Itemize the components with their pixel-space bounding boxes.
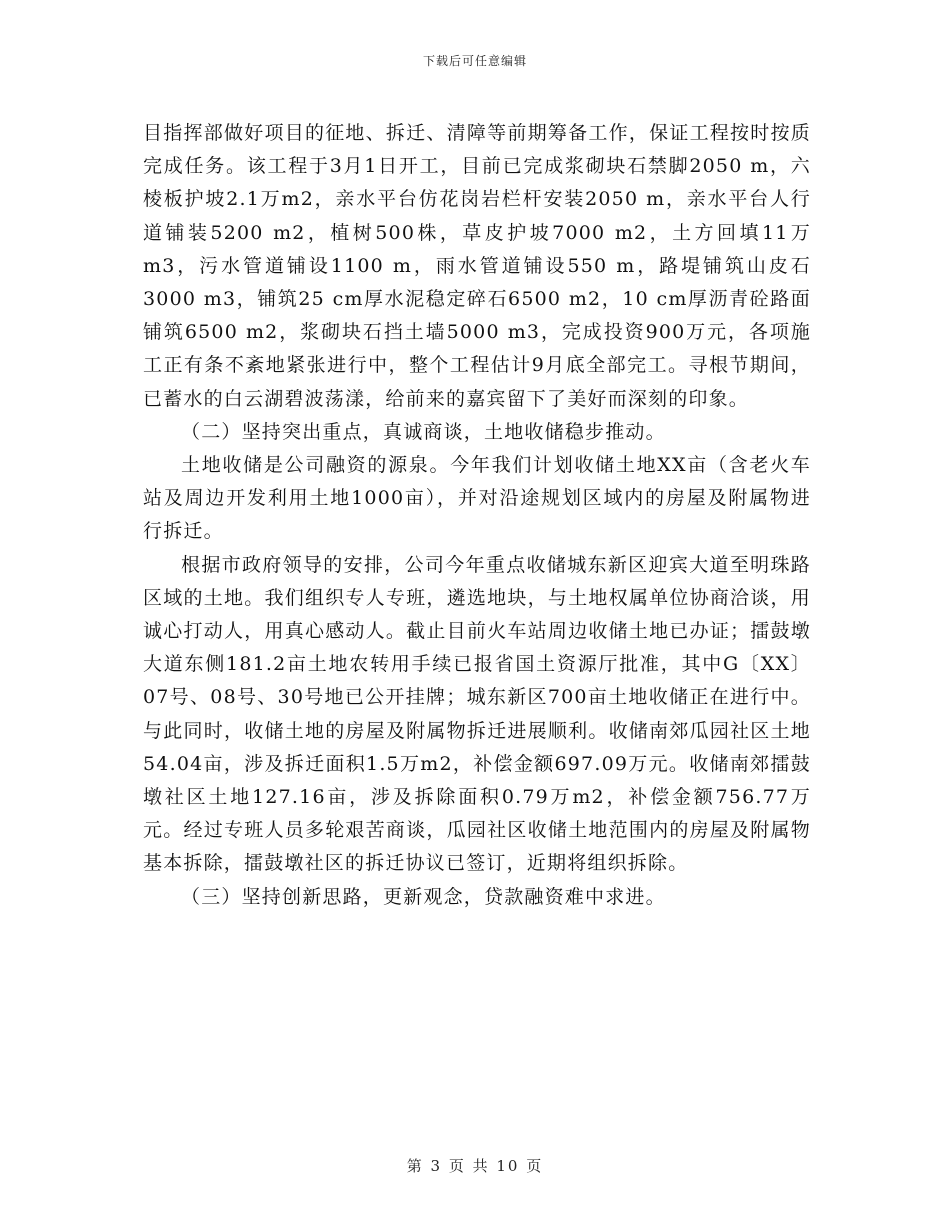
document-body xyxy=(143,117,811,914)
paragraph-land-reserve-plan: 土地收储是公司融资的源泉。今年我们计划收储土地XX亩（含老火车站及周边开发利用土地1000亩），并对沿途规划区域内的房屋及附属物进行拆迁。 xyxy=(143,454,811,543)
section-heading-land-reserve: （二）坚持突出重点，真诚商谈，土地收储稳步推动。 xyxy=(181,420,666,443)
page-header: 下载后可任意编辑 xyxy=(422,54,527,68)
page-footer: 第 3 页 共 10 页 xyxy=(406,1157,544,1175)
paragraph-land-reserve-details: 根据市政府领导的安排，公司今年重点收储城东新区迎宾大道至明珠路区域的土地。我们组织专人专班，遴选地块，与土地权属单位协商洽谈，用诚心打动人，用真心感动人。截止目前火车站周边收储土地已办证；擂鼓墩大道东侧181.2亩土地农转用手续已报省国土资源厅批准，其中G〔XX〕07号、08号、30号地已公开挂牌；城东新区700亩土地收储正在进行中。与此同时，收储土地的房屋及附属物拆迁进展顺利。收储南郊瓜园社区土地54.04亩，涉及拆迁面积1.5万m2，补偿金额697.09万元。收储南郊擂鼓墩社区土地127.16亩，涉及拆除面积0.79万m2，补偿金额756.77万元。经过专班人员多轮艰苦商谈，瓜园社区收储土地范围内的房屋及附属物基本拆除，擂鼓墩社区的拆迁协议已签订，近期将组织拆除。 xyxy=(143,553,811,875)
paragraph-project-progress: 目指挥部做好项目的征地、拆迁、清障等前期筹备工作，保证工程按时按质完成任务。该工程于3月1日开工，目前已完成浆砌块石禁脚2050 m，六棱板护坡2.1万m2，亲水平台仿花岗岩栏杆安装2050 m，亲水平台人行道铺装5200 m2，植树500株，草皮护坡7000 m2，土方回填11万m3，污水管道铺设1100 m，雨水管道铺设550 m，路堤铺筑山皮石3000 m3，铺筑25 cm厚水泥稳定碎石6500 m2，10 cm厚沥青砼路面铺筑6500 m2，浆砌块石挡土墙5000 m3，完成投资900万元，各项施工正有条不紊地紧张进行中，整个工程估计9月底全部完工。寻根节期间，已蓄水的白云湖碧波荡漾，给前来的嘉宾留下了美好而深刻的印象。 xyxy=(143,122,811,410)
section-heading-financing: （三）坚持创新思路，更新观念，贷款融资难中求进。 xyxy=(181,885,666,908)
